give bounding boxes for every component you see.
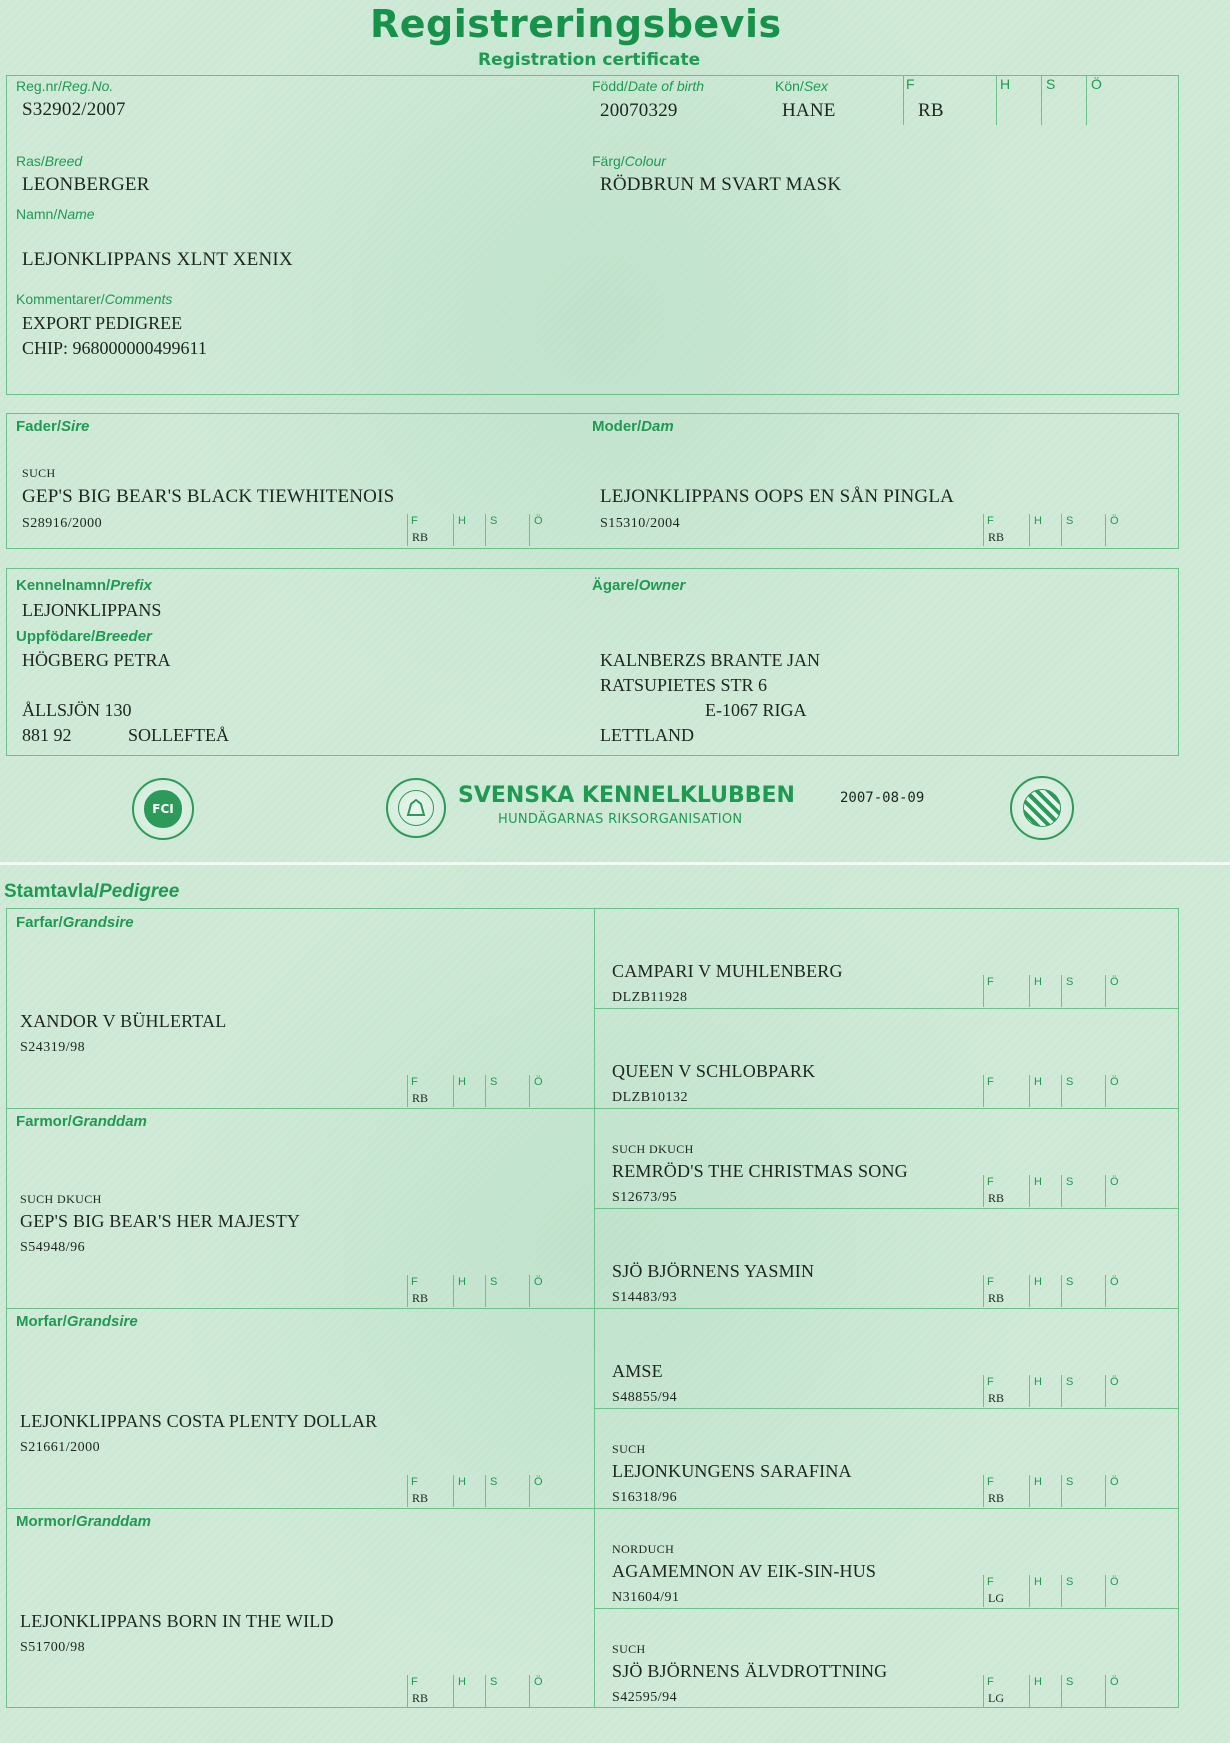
great-grandparent-4-reg: S14483/93	[612, 1290, 678, 1305]
comment-line-2: CHIP: 968000000499611	[22, 338, 207, 358]
great-grandparent-8-name: SJÖ BJÖRNENS ÄLVDROTTNING	[612, 1661, 888, 1681]
grandparent-2-name: GEP'S BIG BEAR'S HER MAJESTY	[20, 1211, 301, 1231]
grandparent-1-label: Farfar/Grandsire	[16, 914, 134, 931]
grandparent-4-label: Mormor/Granddam	[16, 1513, 152, 1530]
breed-value: LEONBERGER	[22, 174, 150, 195]
great-grandparent-3-reg: S12673/95	[612, 1190, 678, 1205]
skk-seal-logo	[386, 778, 446, 838]
name-label: Namn/Name	[16, 206, 95, 222]
great-grandparent-7-fhso: F LG H S Ö	[983, 1575, 1133, 1607]
grandparent-3-reg: S21661/2000	[20, 1440, 101, 1455]
grandparent-2-reg: S54948/96	[20, 1240, 86, 1255]
owner-country: LETTLAND	[600, 725, 694, 745]
grandparent-3-fhso: F RB H S Ö	[407, 1475, 557, 1507]
great-grandparent-6-fhso: F RB H S Ö	[983, 1475, 1133, 1507]
great-grandparent-8-reg: S42595/94	[612, 1690, 678, 1705]
fci-seal-logo: FCI	[132, 778, 194, 840]
issue-date: 2007-08-09	[840, 790, 925, 806]
owner-label: Ägare/Owner	[592, 577, 686, 594]
union-seal-logo	[1010, 776, 1074, 840]
comments-label: Kommentarer/Comments	[16, 291, 173, 307]
owner-address-2: E-1067 RIGA	[705, 700, 807, 720]
grandparent-2-title: SUCH DKUCH	[20, 1192, 102, 1206]
great-grandparent-8-fhso: F LG H S Ö	[983, 1675, 1133, 1707]
great-grandparent-6-reg: S16318/96	[612, 1490, 678, 1505]
breeder-city: SOLLEFTEÅ	[128, 725, 229, 745]
breeder-name: HÖGBERG PETRA	[22, 650, 171, 670]
o-label: Ö	[1091, 76, 1102, 92]
grandparent-3-name: LEJONKLIPPANS COSTA PLENTY DOLLAR	[20, 1411, 378, 1431]
sire-fhso: F RB H S Ö	[407, 514, 557, 546]
great-grandparent-5-name: AMSE	[612, 1361, 663, 1381]
regno-label: Reg.nr/Reg.No.	[16, 78, 114, 94]
certificate-subtitle: Registration certificate	[478, 50, 701, 70]
f-value: RB	[918, 100, 944, 121]
great-grandparent-6-name: LEJONKUNGENS SARAFINA	[612, 1461, 852, 1481]
sex-value: HANE	[782, 100, 836, 121]
great-grandparent-1-name: CAMPARI V MUHLENBERG	[612, 961, 843, 981]
owner-name: KALNBERZS BRANTE JAN	[600, 650, 821, 670]
great-grandparent-2-reg: DLZB10132	[612, 1090, 689, 1105]
sex-label: Kön/Sex	[775, 78, 828, 94]
great-grandparent-8-title: SUCH	[612, 1642, 646, 1656]
breeder-label: Uppfödare/Breeder	[16, 628, 152, 645]
prefix-label: Kennelnamn/Prefix	[16, 577, 152, 594]
great-grandparent-2-name: QUEEN V SCHLOBPARK	[612, 1061, 816, 1081]
grandparent-4-reg: S51700/98	[20, 1640, 86, 1655]
fold-line	[0, 862, 1230, 865]
grandparent-1-fhso: F RB H S Ö	[407, 1075, 557, 1107]
great-grandparent-5-reg: S48855/94	[612, 1390, 678, 1405]
kennel-prefix: LEJONKLIPPANS	[22, 600, 162, 620]
great-grandparent-6-title: SUCH	[612, 1442, 646, 1456]
sire-title: SUCH	[22, 466, 56, 480]
grandparent-4-name: LEJONKLIPPANS BORN IN THE WILD	[20, 1611, 334, 1631]
sire-name: GEP'S BIG BEAR'S BLACK TIEWHITENOIS	[22, 486, 395, 507]
great-grandparent-4-name: SJÖ BJÖRNENS YASMIN	[612, 1261, 815, 1281]
comment-line-1: EXPORT PEDIGREE	[22, 313, 183, 333]
grandparent-1-reg: S24319/98	[20, 1040, 86, 1055]
great-grandparent-7-reg: N31604/91	[612, 1590, 680, 1605]
s-label: S	[1046, 76, 1056, 92]
reg-number: S32902/2007	[22, 99, 126, 120]
grandparent-2-fhso: F RB H S Ö	[407, 1275, 557, 1307]
breed-label: Ras/Breed	[16, 153, 83, 169]
grandparent-1-name: XANDOR V BÜHLERTAL	[20, 1011, 227, 1031]
kennel-club-subtitle: HUNDÄGARNAS RIKSORGANISATION	[498, 812, 743, 827]
f-label: F	[906, 76, 915, 92]
pedigree-title: Stamtavla/Pedigree	[4, 881, 180, 902]
great-grandparent-3-title: SUCH DKUCH	[612, 1142, 694, 1156]
grandparent-4-fhso: F RB H S Ö	[407, 1675, 557, 1707]
h-label: H	[1000, 76, 1011, 92]
dam-name: LEJONKLIPPANS OOPS EN SÅN PINGLA	[600, 486, 955, 507]
great-grandparent-4-fhso: F RB H S Ö	[983, 1275, 1133, 1307]
great-grandparent-7-name: AGAMEMNON AV EIK-SIN-HUS	[612, 1561, 877, 1581]
colour-value: RÖDBRUN M SVART MASK	[600, 174, 842, 195]
great-grandparent-5-fhso: F RB H S Ö	[983, 1375, 1133, 1407]
certificate-title: Registreringsbevis	[370, 2, 782, 46]
breeder-address: ÅLLSJÖN 130	[22, 700, 132, 720]
sire-label: Fader/Sire	[16, 418, 90, 435]
dog-name: LEJONKLIPPANS XLNT XENIX	[22, 249, 293, 270]
breeder-zip: 881 92	[22, 725, 72, 745]
dob-label: Född/Date of birth	[592, 78, 705, 94]
kennel-club-name: SVENSKA KENNELKLUBBEN	[458, 783, 795, 808]
dam-fhso: F RB H S Ö	[983, 514, 1133, 546]
great-grandparent-3-name: REMRÖD'S THE CHRISTMAS SONG	[612, 1161, 908, 1181]
great-grandparent-1-reg: DLZB11928	[612, 990, 688, 1005]
great-grandparent-2-fhso: F H S Ö	[983, 1075, 1133, 1107]
colour-label: Färg/Colour	[592, 153, 666, 169]
date-of-birth: 20070329	[600, 100, 678, 121]
great-grandparent-1-fhso: F H S Ö	[983, 975, 1133, 1007]
great-grandparent-7-title: NORDUCH	[612, 1542, 675, 1556]
grandparent-3-label: Morfar/Grandsire	[16, 1313, 138, 1330]
dam-label: Moder/Dam	[592, 418, 674, 435]
owner-address-1: RATSUPIETES STR 6	[600, 675, 768, 695]
grandparent-2-label: Farmor/Granddam	[16, 1113, 147, 1130]
dam-reg: S15310/2004	[600, 516, 681, 531]
great-grandparent-3-fhso: F RB H S Ö	[983, 1175, 1133, 1207]
sire-reg: S28916/2000	[22, 516, 103, 531]
